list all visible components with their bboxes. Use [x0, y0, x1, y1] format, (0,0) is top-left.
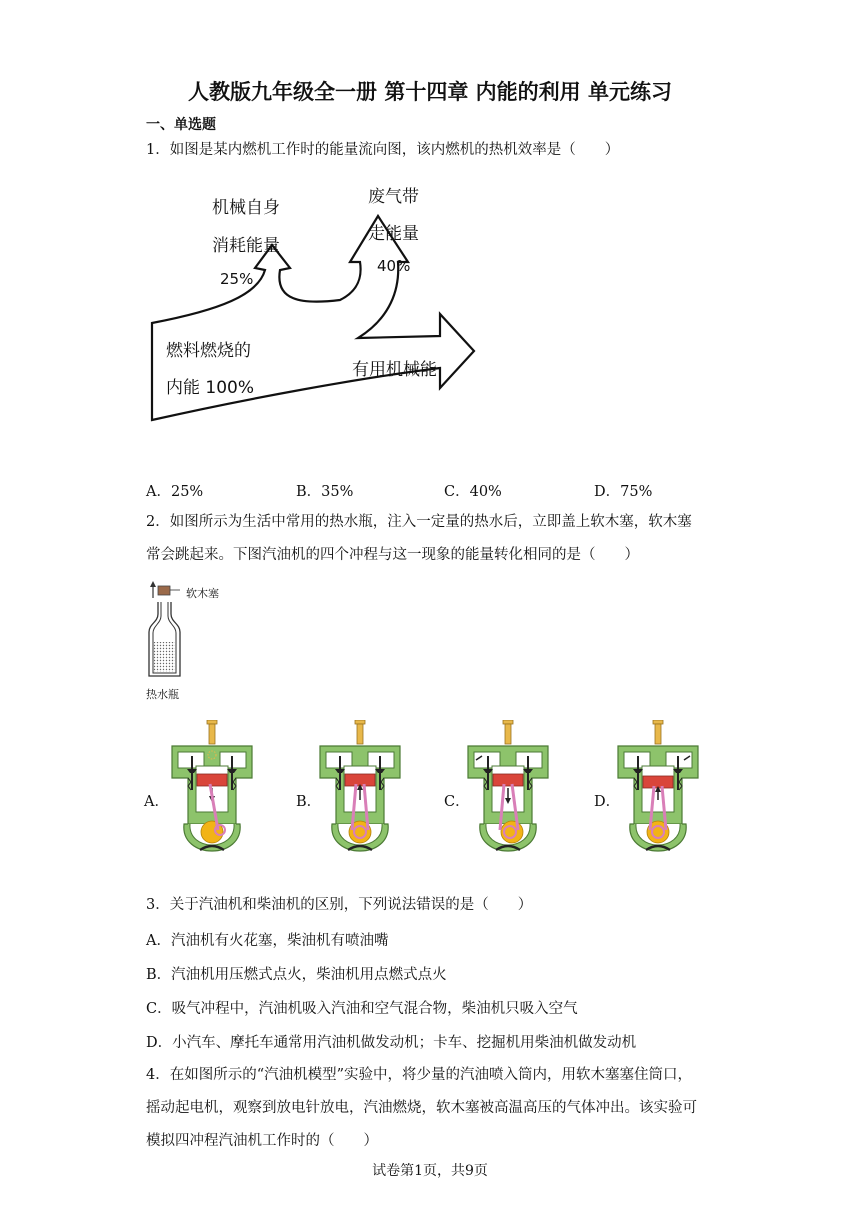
- mech-loss-label-2: 消耗能量: [212, 236, 280, 256]
- question-1-stem: 1．如图是某内燃机工作时的能量流向图，该内燃机的热机效率是（ ）: [146, 142, 620, 158]
- cork: [158, 586, 170, 595]
- question-2-stem-line-2: 常会跳起来。下图汽油机的四个冲程与这一现象的能量转化相同的是（ ）: [146, 547, 639, 563]
- q1-option-a[interactable]: A．25%: [146, 484, 204, 500]
- q2-option-b[interactable]: B．: [296, 794, 322, 810]
- q3-option-c[interactable]: C．吸气冲程中，汽油机吸入汽油和空气混合物，柴油机只吸入空气: [146, 1001, 578, 1017]
- page-footer: 试卷第1页，共9页: [372, 1163, 488, 1179]
- q1-option-d[interactable]: D．75%: [594, 484, 653, 500]
- question-2-stem-line-1: 2．如图所示为生活中常用的热水瓶，注入一定量的热水后，立即盖上软木塞，软木塞: [146, 514, 692, 530]
- q3-option-a[interactable]: A．汽油机有火花塞，柴油机有喷油嘴: [146, 933, 389, 949]
- q2-option-c[interactable]: C．: [444, 794, 470, 810]
- engine-diagram-c[interactable]: [466, 720, 550, 860]
- q2-option-a[interactable]: A．: [144, 794, 169, 810]
- engine-diagram-a[interactable]: [170, 720, 254, 860]
- question-4-line-1: 4．在如图所示的“汽油机模型”实验中，将少量的汽油喷入筒内，用软木塞塞住筒口，: [146, 1067, 693, 1083]
- piston: [197, 774, 227, 786]
- exhaust-label-2: 走能量: [368, 224, 419, 244]
- q1-option-b[interactable]: B．35%: [296, 484, 354, 500]
- input-energy-label-1: 燃料燃烧的: [166, 341, 251, 361]
- q3-option-d[interactable]: D．小汽车、摩托车通常用汽油机做发动机；卡车、挖掘机用柴油机做发动机: [146, 1035, 637, 1051]
- piston: [493, 774, 523, 786]
- input-energy-label-2: 内能 100%: [166, 378, 255, 398]
- mech-loss-pct: 25%: [220, 270, 254, 288]
- q1-option-c[interactable]: C．40%: [444, 484, 502, 500]
- mech-loss-label-1: 机械自身: [212, 198, 280, 218]
- question-4-line-3: 模拟四冲程汽油机工作时的（ ）: [146, 1133, 378, 1149]
- section-heading: 一、单选题: [146, 117, 216, 133]
- page-title: 人教版九年级全一册 第十四章 内能的利用 单元练习: [188, 80, 672, 104]
- q3-option-b[interactable]: B．汽油机用压燃式点火，柴油机用点燃式点火: [146, 967, 447, 983]
- exhaust-label-1: 废气带: [368, 187, 419, 207]
- useful-energy-label: 有用机械能: [352, 360, 437, 380]
- question-4-line-2: 摇动起电机，观察到放电针放电，汽油燃烧，软木塞被高温高压的气体冲出。该实验可: [146, 1100, 697, 1116]
- engine-diagram-b[interactable]: [318, 720, 402, 860]
- cork-label: 软木塞: [186, 587, 219, 600]
- question-3-stem: 3．关于汽油机和柴油机的区别，下列说法错误的是（ ）: [146, 897, 533, 913]
- q2-option-d[interactable]: D．: [594, 794, 621, 810]
- thermos-label: 热水瓶: [146, 688, 179, 701]
- exhaust-pct: 40%: [377, 257, 411, 275]
- engine-diagram-d[interactable]: [616, 720, 700, 860]
